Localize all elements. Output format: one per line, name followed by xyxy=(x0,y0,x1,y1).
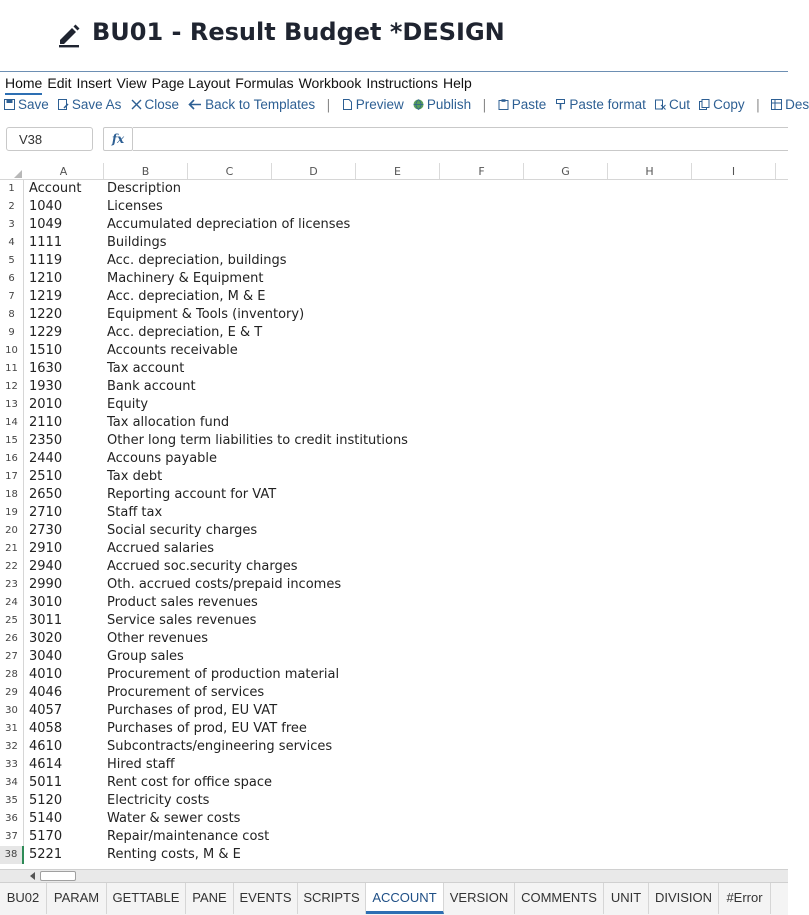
account-cell[interactable]: 2510 xyxy=(29,469,63,484)
table-row[interactable] xyxy=(0,738,788,756)
row-number[interactable]: 11 xyxy=(0,360,24,378)
account-cell[interactable]: 2350 xyxy=(29,433,63,448)
globe-icon xyxy=(413,99,424,110)
select-all-corner[interactable] xyxy=(0,163,24,179)
scroll-left-icon[interactable] xyxy=(30,872,35,880)
corner-triangle-icon xyxy=(14,170,22,178)
preview-button[interactable] xyxy=(342,95,404,115)
description-cell[interactable]: Bank account xyxy=(107,379,196,394)
tab-version[interactable]: VERSION xyxy=(444,883,515,914)
account-cell[interactable]: 1119 xyxy=(29,253,63,268)
account-cell[interactable]: 2650 xyxy=(29,487,63,502)
paste-label: Paste xyxy=(511,97,547,112)
table-row[interactable] xyxy=(0,324,788,342)
row-number[interactable]: 6 xyxy=(0,270,24,288)
table-row[interactable] xyxy=(0,666,788,684)
account-cell[interactable]: 5170 xyxy=(29,829,63,844)
close-button[interactable] xyxy=(131,95,180,115)
document-icon xyxy=(342,99,353,110)
menu-formulas[interactable]: Formulas xyxy=(235,75,294,91)
toolbar xyxy=(0,94,809,114)
row-number[interactable]: 27 xyxy=(0,648,24,666)
tab-division[interactable]: DIVISION xyxy=(649,883,719,914)
row-number[interactable]: 17 xyxy=(0,468,24,486)
description-cell[interactable]: Description xyxy=(107,181,182,196)
tab-events[interactable]: EVENTS xyxy=(234,883,298,914)
table-row[interactable] xyxy=(0,486,788,504)
toolbar-separator: | xyxy=(482,98,487,113)
row-number[interactable]: 24 xyxy=(0,594,24,612)
table-row[interactable] xyxy=(0,792,788,810)
menu-page-layout[interactable]: Page Layout xyxy=(151,75,231,91)
description-cell[interactable]: Accrued soc.security charges xyxy=(107,559,298,574)
row-number[interactable]: 20 xyxy=(0,522,24,540)
account-cell[interactable]: 1040 xyxy=(29,199,63,214)
menu-help[interactable]: Help xyxy=(442,75,472,91)
formula-input[interactable] xyxy=(133,127,788,151)
table-row[interactable] xyxy=(0,594,788,612)
tab-param[interactable]: PARAM xyxy=(47,883,107,914)
tab-scripts[interactable]: SCRIPTS xyxy=(298,883,366,914)
table-design-icon xyxy=(771,99,782,110)
row-number[interactable]: 23 xyxy=(0,576,24,594)
description-cell[interactable]: Oth. accrued costs/prepaid incomes xyxy=(107,577,342,592)
account-cell[interactable]: 4610 xyxy=(29,739,63,754)
table-row[interactable] xyxy=(0,450,788,468)
description-cell[interactable]: Machinery & Equipment xyxy=(107,271,264,286)
account-cell[interactable]: 2110 xyxy=(29,415,63,430)
row-number[interactable]: 29 xyxy=(0,684,24,702)
menu-bar xyxy=(0,73,788,93)
row-number[interactable]: 14 xyxy=(0,414,24,432)
description-cell[interactable]: Acc. depreciation, buildings xyxy=(107,253,287,268)
account-cell[interactable]: 1930 xyxy=(29,379,63,394)
account-cell[interactable]: 1220 xyxy=(29,307,63,322)
description-cell[interactable]: Reporting account for VAT xyxy=(107,487,277,502)
account-cell[interactable]: 1111 xyxy=(29,235,63,250)
account-cell[interactable]: 4057 xyxy=(29,703,63,718)
description-cell[interactable]: Equity xyxy=(107,397,149,412)
account-cell[interactable]: 2730 xyxy=(29,523,63,538)
description-cell[interactable]: Group sales xyxy=(107,649,184,664)
table-row[interactable] xyxy=(0,522,788,540)
account-cell[interactable]: 1210 xyxy=(29,271,63,286)
row-number[interactable]: 22 xyxy=(0,558,24,576)
table-row[interactable] xyxy=(0,612,788,630)
toolbar-separator: | xyxy=(326,98,331,113)
title-bar xyxy=(0,0,788,70)
menu-workbook[interactable]: Workbook xyxy=(298,75,362,91)
row-number[interactable]: 18 xyxy=(0,486,24,504)
description-cell[interactable]: Licenses xyxy=(107,199,163,214)
description-cell[interactable]: Subcontracts/engineering services xyxy=(107,739,333,754)
table-row[interactable] xyxy=(0,396,788,414)
description-cell[interactable]: Electricity costs xyxy=(107,793,210,808)
copy-button[interactable] xyxy=(699,95,745,115)
table-row[interactable] xyxy=(0,702,788,720)
preview-label: Preview xyxy=(355,97,404,112)
description-cell[interactable]: Tax allocation fund xyxy=(107,415,230,430)
column-header-b[interactable]: B xyxy=(104,163,188,179)
description-cell[interactable]: Accounts receivable xyxy=(107,343,238,358)
publish-label: Publish xyxy=(426,97,472,112)
row-number[interactable]: 12 xyxy=(0,378,24,396)
design-label: Des xyxy=(785,97,809,112)
paste-button[interactable] xyxy=(498,95,547,115)
account-cell[interactable]: 2910 xyxy=(29,541,63,556)
account-cell[interactable]: 1510 xyxy=(29,343,63,358)
description-cell[interactable]: Staff tax xyxy=(107,505,163,520)
menu-home[interactable]: Home xyxy=(5,74,42,95)
copy-label: Copy xyxy=(713,97,745,112)
account-cell[interactable]: 2990 xyxy=(29,577,63,592)
save-as-button[interactable] xyxy=(58,95,122,115)
account-cell[interactable]: Account xyxy=(29,181,82,196)
description-cell[interactable]: Tax debt xyxy=(107,469,163,484)
account-cell[interactable]: 3010 xyxy=(29,595,63,610)
row-number[interactable]: 21 xyxy=(0,540,24,558)
account-cell[interactable]: 2710 xyxy=(29,505,63,520)
row-number[interactable]: 38 xyxy=(0,846,24,864)
close-label: Close xyxy=(144,97,180,112)
account-cell[interactable]: 5011 xyxy=(29,775,63,790)
column-header-d[interactable]: D xyxy=(272,163,356,179)
tab-pane[interactable]: PANE xyxy=(186,883,234,914)
column-header-h[interactable]: H xyxy=(608,163,692,179)
table-row[interactable] xyxy=(0,216,788,234)
description-cell[interactable]: Repair/maintenance cost xyxy=(107,829,270,844)
page-title: BU01 - Result Budget *DESIGN xyxy=(92,18,505,46)
table-row[interactable] xyxy=(0,558,788,576)
account-cell[interactable]: 3040 xyxy=(29,649,63,664)
description-cell[interactable]: Rent cost for office space xyxy=(107,775,272,790)
menu-insert[interactable]: Insert xyxy=(76,75,112,91)
paste-format-label: Paste format xyxy=(569,97,646,112)
row-number[interactable]: 9 xyxy=(0,324,24,342)
row-number[interactable]: 31 xyxy=(0,720,24,738)
row-number[interactable]: 33 xyxy=(0,756,24,774)
menu-edit[interactable]: Edit xyxy=(47,75,72,91)
account-cell[interactable]: 1630 xyxy=(29,361,63,376)
row-number[interactable]: 37 xyxy=(0,828,24,846)
row-number[interactable]: 36 xyxy=(0,810,24,828)
sheet-tabs xyxy=(0,882,788,915)
table-row[interactable] xyxy=(0,540,788,558)
menu-instructions[interactable]: Instructions xyxy=(366,75,438,91)
row-number[interactable]: 10 xyxy=(0,342,24,360)
table-row[interactable] xyxy=(0,270,788,288)
row-number[interactable]: 16 xyxy=(0,450,24,468)
account-cell[interactable]: 4010 xyxy=(29,667,63,682)
back-label: Back to Templates xyxy=(205,97,316,112)
account-cell[interactable]: 2010 xyxy=(29,397,63,412)
tab-error[interactable]: #Error xyxy=(719,883,771,914)
table-row[interactable] xyxy=(0,810,788,828)
column-header-e[interactable]: E xyxy=(356,163,440,179)
row-number[interactable]: 3 xyxy=(0,216,24,234)
tab-unit[interactable]: UNIT xyxy=(604,883,649,914)
cut-icon xyxy=(655,99,666,110)
table-row[interactable] xyxy=(0,468,788,486)
toolbar-separator: | xyxy=(755,98,761,113)
account-cell[interactable]: 3011 xyxy=(29,613,63,628)
table-row[interactable] xyxy=(0,432,788,450)
table-row[interactable] xyxy=(0,378,788,396)
column-header-c[interactable]: C xyxy=(188,163,272,179)
table-row[interactable] xyxy=(0,846,788,864)
description-cell[interactable]: Water & sewer costs xyxy=(107,811,241,826)
account-cell[interactable]: 3020 xyxy=(29,631,63,646)
cut-label: Cut xyxy=(668,97,690,112)
edit-pencil-icon xyxy=(56,22,82,48)
table-row[interactable] xyxy=(0,180,788,198)
description-cell[interactable]: Acc. depreciation, M & E xyxy=(107,289,266,304)
table-row[interactable] xyxy=(0,576,788,594)
row-number[interactable]: 35 xyxy=(0,792,24,810)
design-button[interactable] xyxy=(771,95,809,115)
tab-account[interactable]: ACCOUNT xyxy=(366,883,444,914)
column-header-a[interactable]: A xyxy=(24,163,104,179)
row-number[interactable]: 5 xyxy=(0,252,24,270)
row-number[interactable]: 2 xyxy=(0,198,24,216)
column-header-f[interactable]: F xyxy=(440,163,524,179)
account-cell[interactable]: 4058 xyxy=(29,721,63,736)
format-brush-icon xyxy=(555,99,566,110)
description-cell[interactable]: Service sales revenues xyxy=(107,613,257,628)
account-cell[interactable]: 1219 xyxy=(29,289,63,304)
cut-button[interactable] xyxy=(655,95,690,115)
table-row[interactable] xyxy=(0,774,788,792)
function-button[interactable]: fx xyxy=(103,127,133,151)
paste-format-button[interactable] xyxy=(555,95,646,115)
account-cell[interactable]: 2440 xyxy=(29,451,63,466)
tab-bu02[interactable]: BU02 xyxy=(0,883,47,914)
description-cell[interactable]: Procurement of services xyxy=(107,685,265,700)
description-cell[interactable]: Procurement of production material xyxy=(107,667,340,682)
horizontal-scrollbar[interactable] xyxy=(0,869,788,883)
table-row[interactable] xyxy=(0,342,788,360)
table-row[interactable] xyxy=(0,198,788,216)
table-row[interactable] xyxy=(0,504,788,522)
row-number[interactable]: 32 xyxy=(0,738,24,756)
save-button[interactable] xyxy=(4,95,49,115)
description-cell[interactable]: Accumulated depreciation of licenses xyxy=(107,217,351,232)
description-cell[interactable]: Other revenues xyxy=(107,631,209,646)
table-row[interactable] xyxy=(0,648,788,666)
description-cell[interactable]: Purchases of prod, EU VAT xyxy=(107,703,278,718)
save-label: Save xyxy=(18,97,49,112)
description-cell[interactable]: Equipment & Tools (inventory) xyxy=(107,307,305,322)
account-cell[interactable]: 5221 xyxy=(29,847,63,862)
save-as-label: Save As xyxy=(71,97,122,112)
account-cell[interactable]: 5120 xyxy=(29,793,63,808)
description-cell[interactable]: Purchases of prod, EU VAT free xyxy=(107,721,307,736)
spreadsheet-grid[interactable] xyxy=(0,163,788,869)
tab-gettable[interactable]: GETTABLE xyxy=(107,883,186,914)
account-cell[interactable]: 4046 xyxy=(29,685,63,700)
row-number[interactable]: 30 xyxy=(0,702,24,720)
table-row[interactable] xyxy=(0,414,788,432)
tab-comments[interactable]: COMMENTS xyxy=(515,883,604,914)
clipboard-icon xyxy=(498,99,509,110)
row-number[interactable]: 26 xyxy=(0,630,24,648)
table-row[interactable] xyxy=(0,252,788,270)
account-cell[interactable]: 4614 xyxy=(29,757,63,772)
description-cell[interactable]: Acc. depreciation, E & T xyxy=(107,325,263,340)
arrow-left-icon xyxy=(188,99,202,110)
floppy-icon xyxy=(4,99,15,110)
back-to-templates-button[interactable] xyxy=(188,95,315,115)
description-cell[interactable]: Accouns payable xyxy=(107,451,218,466)
description-cell[interactable]: Buildings xyxy=(107,235,167,250)
description-cell[interactable]: Hired staff xyxy=(107,757,175,772)
row-number[interactable]: 7 xyxy=(0,288,24,306)
row-number[interactable]: 34 xyxy=(0,774,24,792)
table-row[interactable] xyxy=(0,306,788,324)
menu-view[interactable]: View xyxy=(116,75,147,91)
row-number[interactable]: 19 xyxy=(0,504,24,522)
description-cell[interactable]: Tax account xyxy=(107,361,185,376)
row-number[interactable]: 8 xyxy=(0,306,24,324)
table-row[interactable] xyxy=(0,828,788,846)
account-cell[interactable]: 2940 xyxy=(29,559,63,574)
description-cell[interactable]: Accrued salaries xyxy=(107,541,214,556)
row-number[interactable]: 13 xyxy=(0,396,24,414)
description-cell[interactable]: Product sales revenues xyxy=(107,595,258,610)
table-row[interactable] xyxy=(0,234,788,252)
column-header-g[interactable]: G xyxy=(524,163,608,179)
account-cell[interactable]: 5140 xyxy=(29,811,63,826)
title-divider xyxy=(0,71,788,72)
copy-icon xyxy=(699,99,710,110)
column-header-i[interactable]: I xyxy=(692,163,776,179)
row-number[interactable]: 15 xyxy=(0,432,24,450)
row-number[interactable]: 1 xyxy=(0,180,24,198)
description-cell[interactable]: Other long term liabilities to credit institutions xyxy=(107,433,408,448)
publish-button[interactable] xyxy=(413,95,471,115)
column-header-row xyxy=(0,163,788,180)
account-cell[interactable]: 1229 xyxy=(29,325,63,340)
table-row[interactable] xyxy=(0,630,788,648)
description-cell[interactable]: Renting costs, M & E xyxy=(107,847,241,862)
row-number[interactable]: 25 xyxy=(0,612,24,630)
floppy-pen-icon xyxy=(58,99,69,110)
row-number[interactable]: 28 xyxy=(0,666,24,684)
scrollbar-thumb[interactable] xyxy=(40,871,76,881)
table-row[interactable] xyxy=(0,756,788,774)
account-cell[interactable]: 1049 xyxy=(29,217,63,232)
table-row[interactable] xyxy=(0,684,788,702)
table-row[interactable] xyxy=(0,288,788,306)
cell-reference-box[interactable]: V38 xyxy=(6,127,93,151)
table-row[interactable] xyxy=(0,720,788,738)
close-icon xyxy=(131,99,142,110)
row-number[interactable]: 4 xyxy=(0,234,24,252)
description-cell[interactable]: Social security charges xyxy=(107,523,258,538)
table-row[interactable] xyxy=(0,360,788,378)
